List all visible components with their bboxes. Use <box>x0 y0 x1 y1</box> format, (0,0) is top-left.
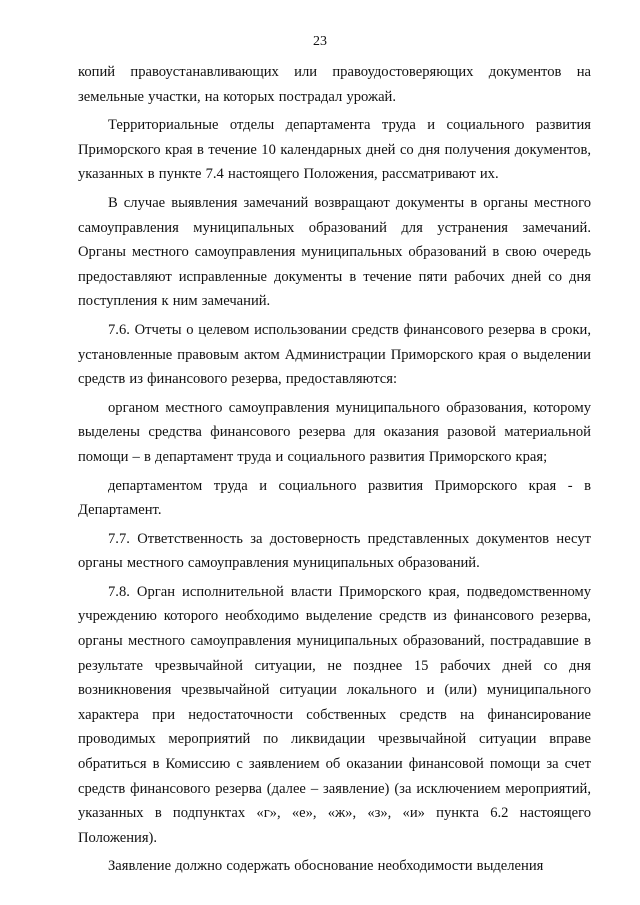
paragraph-department: департаментом труда и социального развития Приморского края - в Департамент. <box>78 477 591 519</box>
paragraph-local-government: органом местного самоуправления муниципального образования, которому выделены средства финансового резерва для оказания разовой материальной помощи – в департамент труда и социального развития Приморского края; <box>78 399 591 465</box>
paragraph-territorial-departments: Территориальные отделы департамента труда и социального развития Приморского края в течение 10 календарных дней со дня получения документов, указанных в пункте 7.4 настоящего Положения, рассматривают их. <box>78 117 591 183</box>
paragraph-7-8: 7.8. Орган исполнительной власти Приморского края, подведомственному учреждению которого необходимо выделение средств из финансового резерва, органы местного самоуправления муниципальных образований, пострадавшие в результате чрезвычайной ситуации, не позднее 15 рабочих дней со дня возникновения чрезвычайной ситуации локального и (или) муниципального характера при недостаточности собственных средств на финансирование проводимых мероприятий по ликвидации чрезвычайной ситуации вправе обратиться в Комиссию с заявлением об оказании финансовой помощи за счет средств финансового резерва (далее – заявление) (за исключением мероприятий, указанных в подпунктах «г», «е», «ж», «з», «и» пункта 6.2 настоящего Положения). <box>78 583 591 846</box>
page-number: 23 <box>313 34 327 49</box>
paragraph-remarks: В случае выявления замечаний возвращают документы в органы местного самоуправления муниципальных образований для устранения замечаний. Органы местного самоуправления муниципальных образований в свою очередь предоставляют исправленные документы в течение пяти рабочих дней со дня поступления к ним замечаний. <box>78 194 591 310</box>
document-body <box>78 60 591 883</box>
paragraph-7-7: 7.7. Ответственность за достоверность представленных документов несут органы местного самоуправления муниципальных образований. <box>78 530 591 572</box>
paragraph-7-6: 7.6. Отчеты о целевом использовании средств финансового резерва в сроки, установленные правовым актом Администрации Приморского края о выделении средств из финансового резерва, предоставляются: <box>78 321 591 388</box>
paragraph-continuation: копий правоустанавливающих или правоудостоверяющих документов на земельные участки, на которых пострадал урожай. <box>78 64 591 105</box>
paragraph-application: Заявление должно содержать обоснование необходимости выделения <box>108 858 544 875</box>
